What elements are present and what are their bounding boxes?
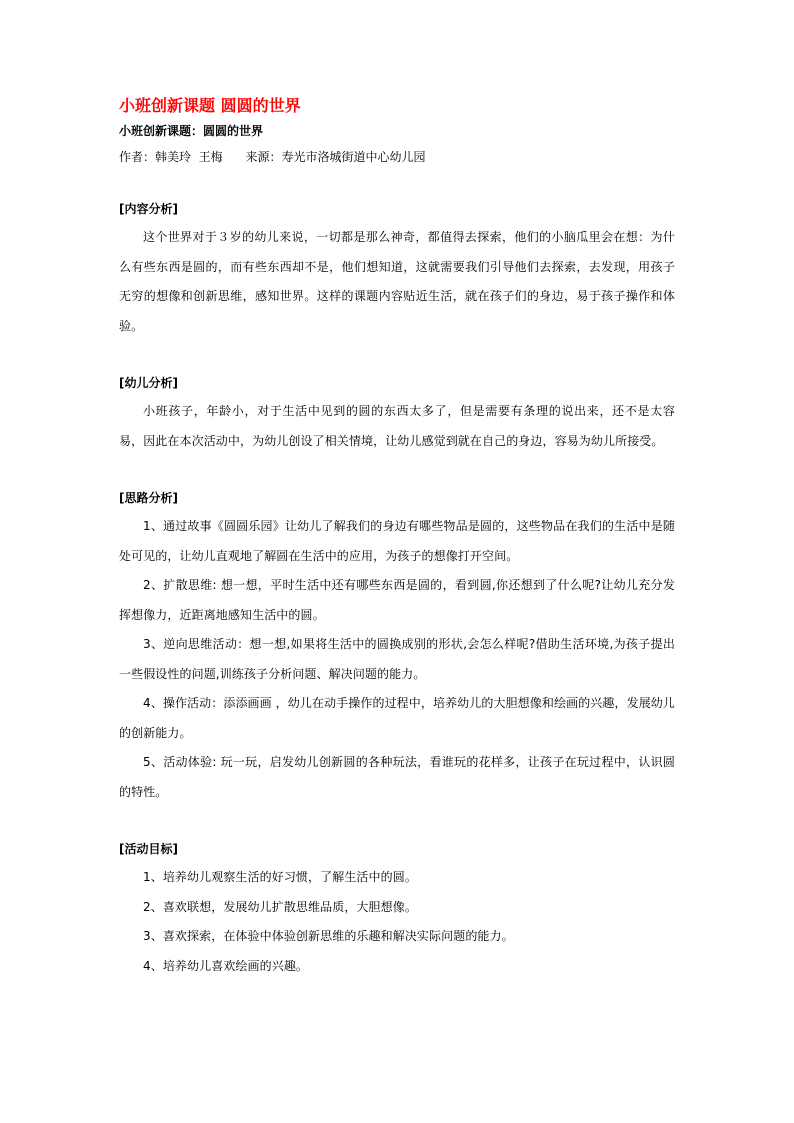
paragraph: 小班孩子，年龄小，对于生活中见到的圆的东西太多了，但是需要有条理的说出来，还不是太容易，因此在本次活动中，为幼儿创设了相关情境，让幼儿感觉到就在自己的身边，容易为幼儿所接受。 bbox=[119, 404, 675, 448]
section-heading: [活动目标] bbox=[119, 842, 178, 856]
paragraph: 2、喜欢联想，发展幼儿扩散思维品质，大胆想像。 bbox=[143, 899, 417, 914]
section-child-analysis bbox=[119, 373, 675, 456]
section-approach-analysis bbox=[119, 488, 675, 807]
paragraph: 4、操作活动：添添画画 ，幼儿在动手操作的过程中，培养幼儿的大胆想像和绘画的兴趣，发展幼儿的创新能力。 bbox=[119, 696, 675, 740]
paragraph: 4、培养幼儿喜欢绘画的兴趣。 bbox=[143, 958, 309, 973]
section-heading: [幼儿分析] bbox=[119, 376, 178, 390]
document-page bbox=[119, 95, 675, 981]
section-content-analysis bbox=[119, 199, 675, 341]
section-activity-goals bbox=[119, 839, 675, 981]
paragraph: 2、扩散思维: 想一想，平时生活中还有哪些东西是圆的，看到圆,你还想到了什么呢?让幼儿充分发挥想像力，近距离地感知生活中的圆。 bbox=[119, 578, 675, 622]
paragraph: 5、活动体验: 玩一玩，启发幼儿创新圆的各种玩法，看谁玩的花样多，让孩子在玩过程中，认识圆的特性。 bbox=[119, 755, 675, 799]
section-heading: [内容分析] bbox=[119, 202, 178, 216]
document-title: 小班创新课题 圆圆的世界 bbox=[119, 96, 301, 115]
document-subtitle: 小班创新课题：圆圆的世界 bbox=[119, 124, 264, 138]
author-source-line: 作者：韩美玲 王梅 来源：寿光市洛城街道中心幼儿园 bbox=[119, 150, 426, 164]
paragraph: 3、逆向思维活动：想一想,如果将生活中的圆换成别的形状,会怎么样呢?借助生活环境,为孩子提出一些假设性的问题,训练孩子分析问题、解决问题的能力。 bbox=[119, 637, 675, 681]
paragraph: 1、培养幼儿观察生活的好习惯，了解生活中的圆。 bbox=[143, 870, 417, 884]
paragraph: 这个世界对于３岁的幼儿来说，一切都是那么神奇，都值得去探索，他们的小脑瓜里会在想：为什么有些东西是圆的，而有些东西却不是，他们想知道，这就需要我们引导他们去探索，去发现，用孩子无穷的想像和创新思维，感知世界。这样的课题内容贴近生活，就在孩子们的身边，易于孩子操作和体验。 bbox=[119, 230, 675, 333]
section-heading: [思路分析] bbox=[119, 491, 178, 505]
paragraph: 3、喜欢探索，在体验中体验创新思维的乐趣和解决实际问题的能力。 bbox=[143, 929, 514, 943]
paragraph: 1、通过故事《圆圆乐园》让幼儿了解我们的身边有哪些物品是圆的，这些物品在我们的生活中是随处可见的，让幼儿直观地了解圆在生活中的应用，为孩子的想像打开空间。 bbox=[119, 519, 675, 563]
